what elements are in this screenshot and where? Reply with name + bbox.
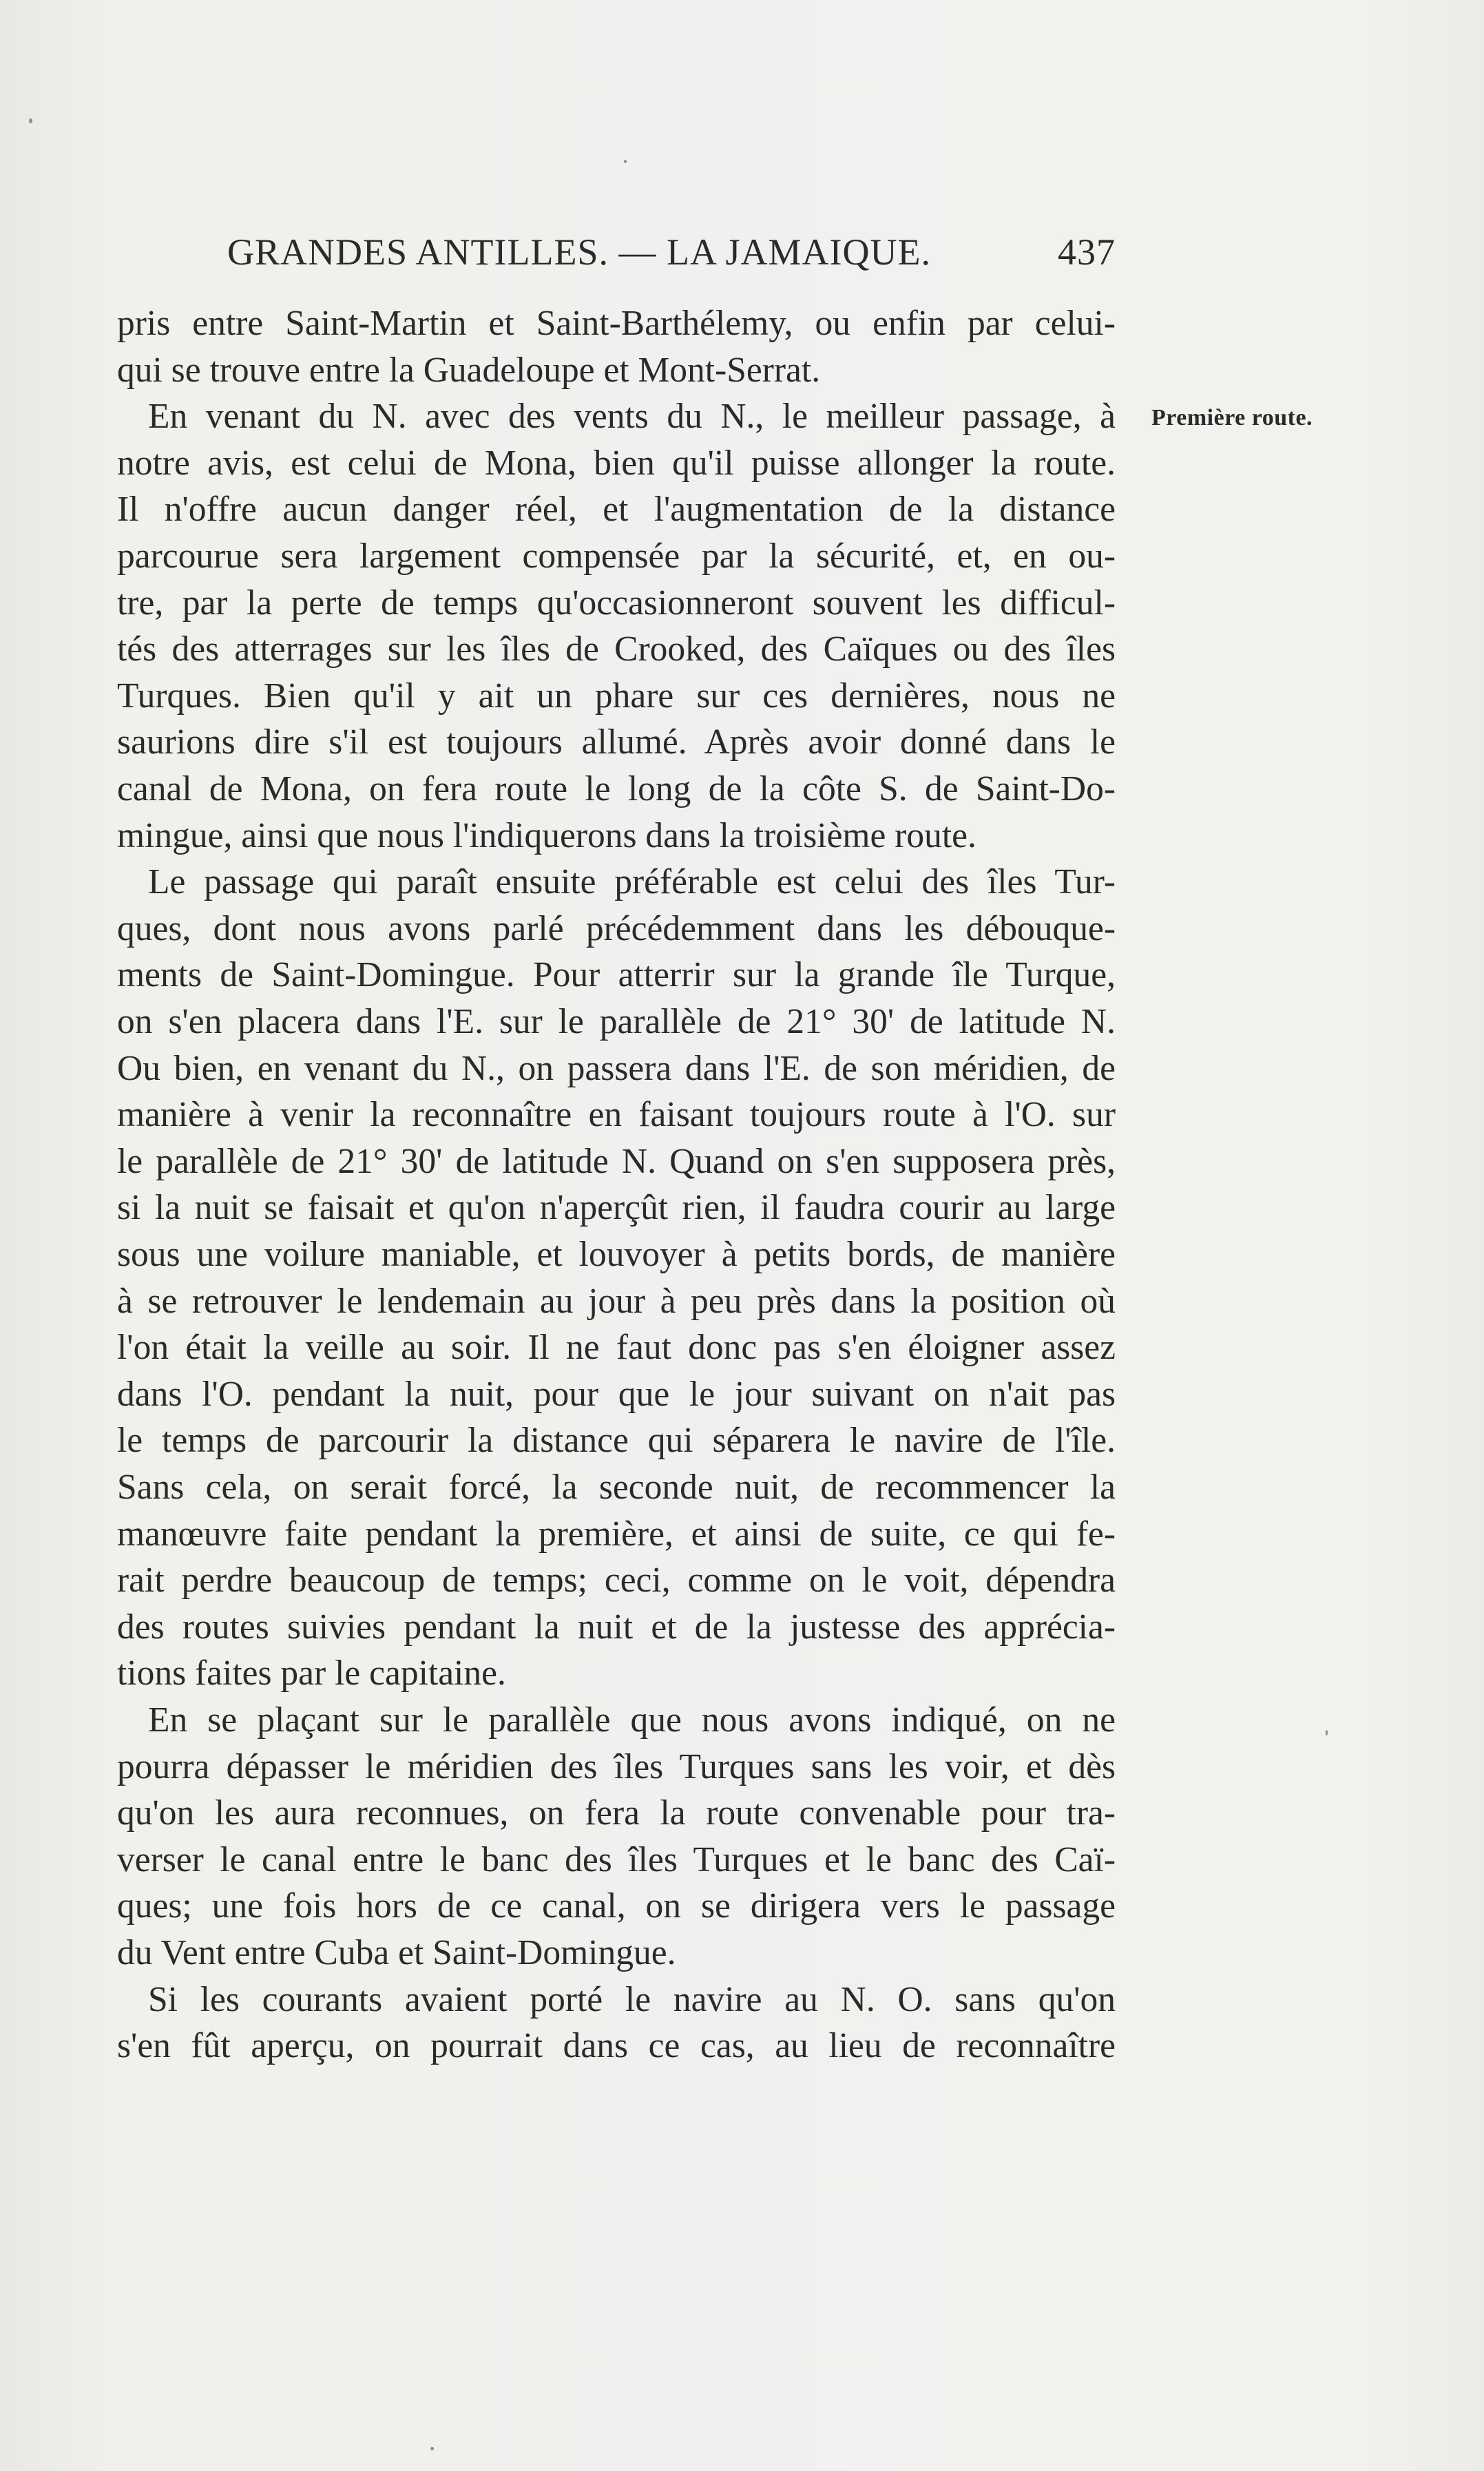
text-line: En venant du N. avec des vents du N., le meilleur passage, à <box>148 397 1116 437</box>
text-line: verser le canal entre le banc des îles Turques et le banc des Caï- <box>117 1839 1116 1879</box>
text-line: tre, par la perte de temps qu'occasionneront souvent les difficul- <box>117 583 1116 623</box>
text-line: parcourue sera largement compensée par la sécurité, et, en ou- <box>117 536 1116 576</box>
text-line: qu'on les aura reconnues, on fera la route convenable pour tra- <box>117 1793 1116 1833</box>
text-line: s'en fût aperçu, on pourrait dans ce cas, au lieu de reconnaître <box>117 2026 1116 2066</box>
text-line: saurions dire s'il est toujours allumé. Après avoir donné dans le <box>117 722 1116 762</box>
text-line: qui se trouve entre la Guadeloupe et Mont-Serrat. <box>117 350 821 390</box>
text-line: Sans cela, on serait forcé, la seconde nuit, de recommencer la <box>117 1468 1116 1507</box>
text-line: Il n'offre aucun danger réel, et l'augmentation de la distance <box>117 490 1116 530</box>
text-line: si la nuit se faisait et qu'on n'aperçût rien, il faudra courir au large <box>117 1188 1116 1228</box>
text-line: des routes suivies pendant la nuit et de la justesse des apprécia- <box>117 1607 1116 1647</box>
text-line: ques, dont nous avons parlé précédemment dans les débouque- <box>117 908 1116 948</box>
text-line: manière à venir la reconnaître en faisant toujours route à l'O. sur <box>117 1095 1116 1135</box>
text-line: à se retrouver le lendemain au jour à peu près dans la position où <box>117 1281 1116 1321</box>
text-line: le temps de parcourir la distance qui séparera le navire de l'île. <box>117 1421 1116 1461</box>
text-line: rait perdre beaucoup de temps; ceci, comme on le voit, dépendra <box>117 1561 1116 1601</box>
text-line: mingue, ainsi que nous l'indiquerons dans la troisième route. <box>117 815 976 855</box>
page-number: 437 <box>1058 231 1116 273</box>
running-header <box>227 231 1116 286</box>
text-line: l'on était la veille au soir. Il ne faut donc pas s'en éloigner assez <box>117 1328 1116 1368</box>
ink-speck <box>430 2447 434 2450</box>
text-line: du Vent entre Cuba et Saint-Domingue. <box>117 1933 676 1972</box>
text-line: Ou bien, en venant du N., on passera dans l'E. de son méridien, de <box>117 1048 1116 1088</box>
margin-note: Première route. <box>1151 405 1313 430</box>
text-line: ments de Saint-Domingue. Pour atterrir sur la grande île Turque, <box>117 955 1116 995</box>
text-line: dans l'O. pendant la nuit, pour que le jour suivant on n'ait pas <box>117 1374 1116 1414</box>
text-line: ques; une fois hors de ce canal, on se dirigera vers le passage <box>117 1886 1116 1926</box>
header-title: GRANDES ANTILLES. — LA JAMAIQUE. <box>227 231 931 273</box>
text-line: canal de Mona, on fera route le long de la côte S. de Saint-Do- <box>117 769 1116 809</box>
text-line: En se plaçant sur le parallèle que nous avons indiqué, on ne <box>148 1700 1116 1740</box>
text-line: on s'en placera dans l'E. sur le parallèle de 21° 30' de latitude N. <box>117 1002 1116 1041</box>
ink-speck <box>29 118 32 123</box>
text-line: tions faites par le capitaine. <box>117 1654 506 1693</box>
text-line: tés des atterrages sur les îles de Crooked, des Caïques ou des îles <box>117 629 1116 669</box>
text-line: pourra dépasser le méridien des îles Turques sans les voir, et dès <box>117 1747 1116 1786</box>
text-line: Turques. Bien qu'il y ait un phare sur ces dernières, nous ne <box>117 676 1116 716</box>
text-line: manœuvre faite pendant la première, et ainsi de suite, ce qui fe- <box>117 1514 1116 1554</box>
text-line: sous une voilure maniable, et louvoyer à petits bords, de manière <box>117 1235 1116 1274</box>
ink-speck <box>624 160 627 163</box>
ink-speck <box>1326 1730 1328 1735</box>
text-line: Le passage qui paraît ensuite préférable est celui des îles Tur- <box>148 862 1116 902</box>
text-line: pris entre Saint-Martin et Saint-Barthélemy, ou enfin par celui- <box>117 304 1116 343</box>
text-line: le parallèle de 21° 30' de latitude N. Quand on s'en supposera près, <box>117 1141 1116 1181</box>
text-line: notre avis, est celui de Mona, bien qu'il puisse allonger la route. <box>117 443 1116 483</box>
text-line: Si les courants avaient porté le navire au N. O. sans qu'on <box>148 1979 1116 2019</box>
